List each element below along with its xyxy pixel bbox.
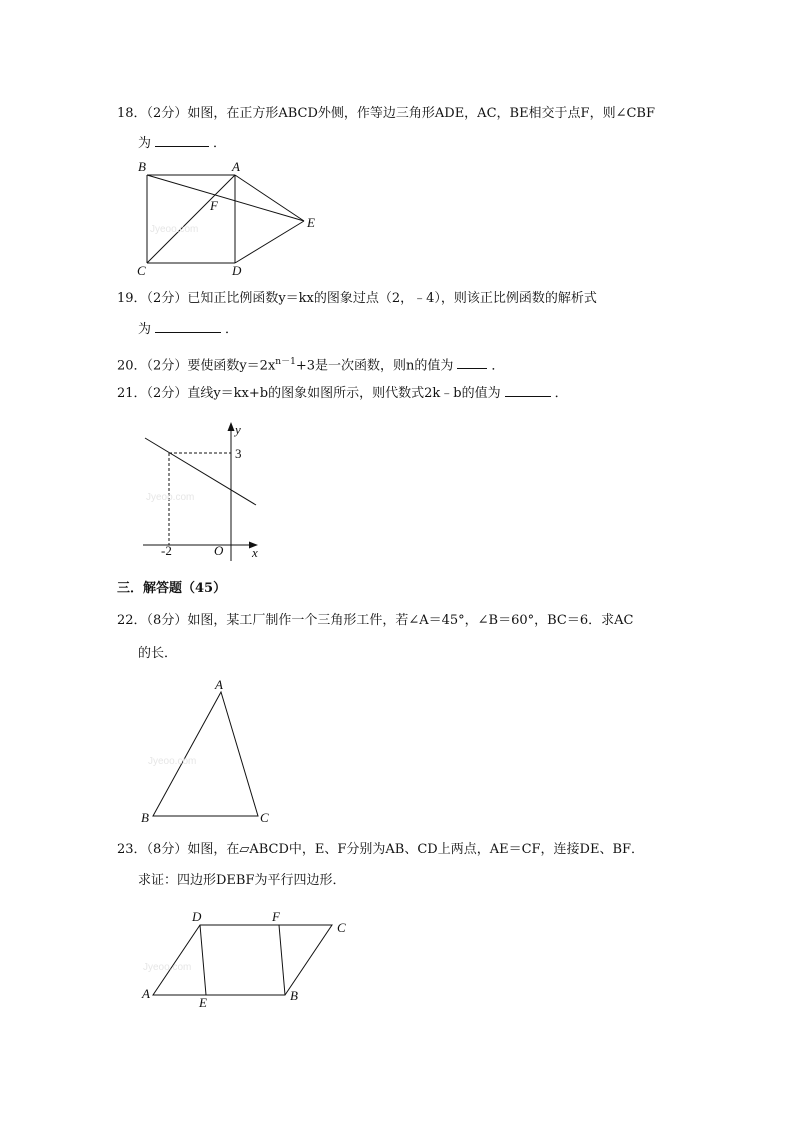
q23-label-c: C [337,920,346,935]
q21-number: 21． [117,386,147,401]
q22-text: 如图，某工厂制作一个三角形工件，若∠A＝45°，∠B＝60°，BC＝6．求AC [187,613,634,628]
q20-text-b: +3是一次函数，则n的值为 [295,358,454,374]
q22-number: 22． [117,613,147,628]
q18-text: 如图，在正方形ABCD外侧，作等边三角形ADE，AC，BE相交于点F，则∠CBF [187,106,655,121]
q21-label-origin: O [214,543,224,558]
q18-label-a: A [232,159,240,174]
q21-label-x: x [252,545,258,560]
q23-label-d: D [192,909,202,924]
q21-watermark: Jyeoo.com [146,492,195,503]
section3-title: 三．解答题（45） [117,581,227,596]
q23-score: （8分） [146,842,188,857]
q22-line2: 的长． [138,646,178,661]
q19-line2-text: 为 [138,322,152,337]
q23-segment-de [200,925,206,995]
q20-score: （2分） [146,358,188,374]
q19-text: 已知正比例函数y＝kx的图象过点（2，﹣4），则该正比例函数的解析式 [187,291,597,306]
q20-exponent: n－1 [275,357,296,367]
q21-label-minus2: -2 [161,543,172,558]
q20-period: ． [491,358,505,374]
q23-label-f: F [272,909,280,924]
q22-label-a: A [215,677,223,692]
q20-number: 20． [117,358,147,374]
q18-label-c: C [137,263,146,278]
q23-text: 如图，在▱ABCD中，E、F分别为AB、CD上两点，AE＝CF，连接DE、BF． [187,842,645,857]
q18-watermark: Jyeoo.com [150,224,199,235]
q22-watermark: Jyeoo.com [148,756,197,767]
q23-line2: 求证：四边形DEBF为平行四边形． [138,873,346,888]
q21-label-three: 3 [235,446,242,461]
q21-period: ． [554,386,568,401]
q18-label-b: B [138,159,146,174]
q23-parallelogram [153,925,332,995]
q21-label-y: y [235,422,241,437]
q23-label-b: B [290,988,298,1003]
q23-segment-bf [279,925,285,995]
q23-watermark: Jyeoo.com [143,962,192,973]
q19-score: （2分） [146,291,188,306]
q22-score: （8分） [146,613,188,628]
q23-label-e: E [199,995,207,1010]
q22-label-b: B [141,810,149,825]
q21-score: （2分） [146,386,188,401]
q19-period: ． [225,322,239,337]
q20-text-a: 要使函数y＝2x [187,358,276,374]
q18-label-f: F [210,198,218,213]
q18-label-d: D [232,263,242,278]
q23-number: 23． [117,842,147,857]
q18-label-e: E [307,215,315,230]
q18-period: ． [213,136,227,151]
q23-label-a: A [142,986,150,1001]
q18-score: （2分） [146,106,188,121]
q21-text: 直线y＝kx+b的图象如图所示，则代数式2k﹣b的值为 [187,386,501,401]
q18-line2-text: 为 [138,136,152,151]
q22-label-c: C [260,810,269,825]
q18-number: 18． [117,106,147,121]
q19-number: 19． [117,291,147,306]
